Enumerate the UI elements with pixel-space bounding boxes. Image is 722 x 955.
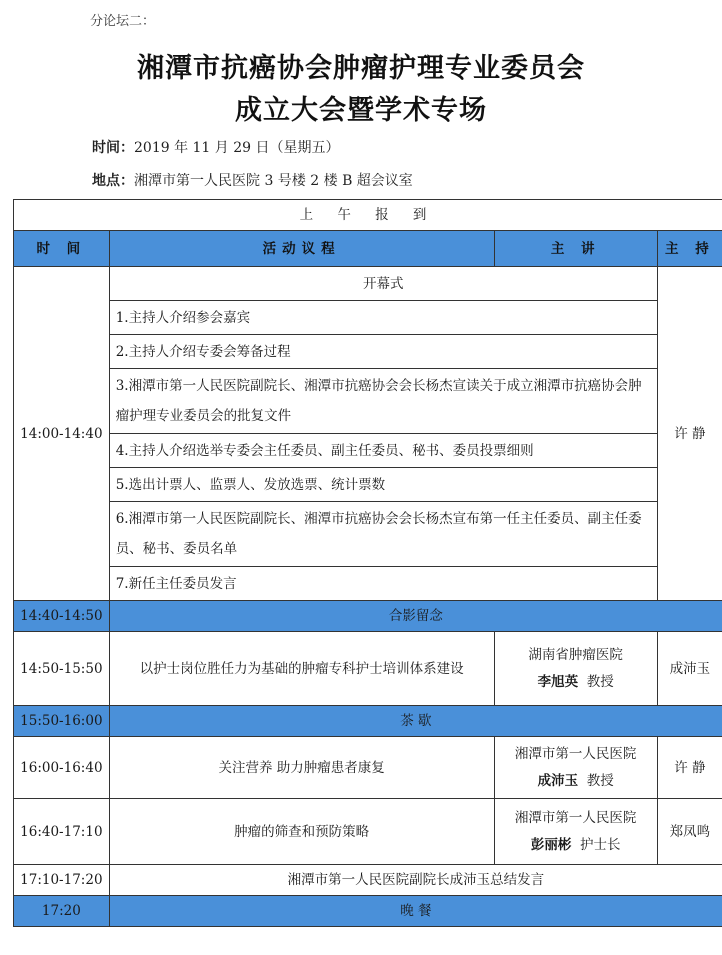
talk3-org: 湘潭市第一人民医院 [514,809,637,826]
talk2-row [14,737,722,799]
talk2-speaker-title: 教授 [586,772,614,789]
talk3-speaker [494,799,657,865]
break-row [14,706,722,737]
header-time: 时 间 [14,231,110,267]
opening-title-row [14,267,722,301]
agenda-item: 5.选出计票人、监票人、发放选票、统计票数 [109,468,657,502]
break-time: 15:50-16:00 [14,706,110,737]
opening-time: 14:00-14:40 [14,267,110,601]
header-host: 主 持 [657,231,722,267]
table-row [14,301,722,335]
header-speaker: 主 讲 [494,231,657,267]
photo-time: 14:40-14:50 [14,601,110,632]
time-label: 时间： [92,140,134,156]
table-row [14,502,722,567]
place-value: 湘潭市第一人民医院 3 号楼 2 楼 B 超会议室 [134,173,413,189]
closing-label: 湘潭市第一人民医院副院长成沛玉总结发言 [109,865,722,896]
talk1-time: 14:50-15:50 [14,632,110,706]
table-row [14,434,722,468]
talk1-host: 成沛玉 [657,632,722,706]
agenda-item: 4.主持人介绍选举专委会主任委员、副主任委员、秘书、委员投票细则 [109,434,657,468]
page-title-line1: 湘潭市抗癌协会肿瘤护理专业委员会 [137,53,585,84]
dinner-row [14,896,722,927]
talk1-speaker-title: 教授 [586,673,614,690]
talk3-speaker-name: 彭丽彬 [530,836,572,853]
dinner-time: 17:20 [14,896,110,927]
place-label: 地点： [92,173,134,189]
opening-title: 开幕式 [109,267,657,301]
talk1-row [14,632,722,706]
table-row [14,369,722,434]
break-label: 茶 歇 [109,706,722,737]
talk3-row [14,799,722,865]
talk2-org: 湘潭市第一人民医院 [514,745,637,762]
photo-label: 合影留念 [109,601,722,632]
schedule-table [13,199,722,927]
morning-label: 上 午 报 到 [14,200,722,231]
event-place [92,170,413,190]
talk2-activity: 关注营养 助力肿瘤患者康复 [109,737,494,799]
talk3-time: 16:40-17:10 [14,799,110,865]
talk2-time: 16:00-16:40 [14,737,110,799]
agenda-item: 6.湘潭市第一人民医院副院长、湘潭市抗癌协会会长杨杰宣布第一任主任委员、副主任委员、秘书、委员名单 [109,502,657,567]
agenda-item: 2.主持人介绍专委会筹备过程 [109,335,657,369]
agenda-item: 7.新任主任委员发言 [109,567,657,601]
talk1-speaker-name: 李旭英 [537,673,579,690]
talk1-speaker [494,632,657,706]
talk2-speaker-name: 成沛玉 [537,772,579,789]
table-header [14,231,722,267]
time-value: 2019 年 11 月 29 日（星期五） [134,140,340,156]
table-row [14,567,722,601]
page-title-line2: 成立大会暨学术专场 [235,95,487,126]
morning-row [14,200,722,231]
talk1-activity: 以护士岗位胜任力为基础的肿瘤专科护士培训体系建设 [109,632,494,706]
dinner-label: 晚 餐 [109,896,722,927]
talk3-activity: 肿瘤的筛查和预防策略 [109,799,494,865]
closing-time: 17:10-17:20 [14,865,110,896]
opening-host: 许 静 [657,267,722,601]
table-row [14,468,722,502]
talk2-host: 许 静 [657,737,722,799]
talk1-org: 湖南省肿瘤医院 [528,646,623,663]
agenda-item: 1.主持人介绍参会嘉宾 [109,301,657,335]
photo-row [14,601,722,632]
event-time [92,137,340,157]
talk3-host: 郑凤鸣 [657,799,722,865]
closing-row [14,865,722,896]
agenda-item: 3.湘潭市第一人民医院副院长、湘潭市抗癌协会会长杨杰宣读关于成立湘潭市抗癌协会肿瘤护理专业委员会的批复文件 [109,369,657,434]
talk3-speaker-title: 护士长 [579,836,621,853]
header-activity: 活动议程 [109,231,494,267]
forum-label: 分论坛二： [90,14,156,29]
table-row [14,335,722,369]
talk2-speaker [494,737,657,799]
